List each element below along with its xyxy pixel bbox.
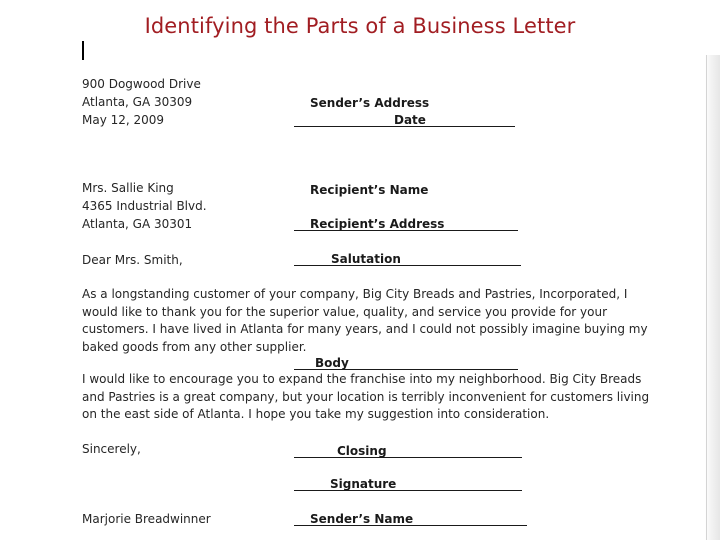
label-signature: Signature [330, 477, 397, 491]
blank-closing-line [294, 457, 522, 458]
body-paragraph-1-line: would like to thank you for the superior value, quality, and service you provide for your [82, 304, 608, 319]
sender-name-text: Marjorie Breadwinner [82, 512, 211, 526]
letter-date: May 12, 2009 [82, 113, 165, 127]
label-salutation: Salutation [331, 252, 401, 266]
body-paragraph-2-line: and Pastries is a great company, but your location is terribly inconvenient for customers living [82, 389, 650, 404]
recipient-address-line-1: 4365 Industrial Blvd. [82, 199, 207, 213]
blank-signature-line [294, 490, 522, 491]
sender-address-line-2: Atlanta, GA 30309 [82, 95, 193, 109]
page-edge-shadow [705, 55, 720, 540]
body-paragraph-2-line: I would like to encourage you to expand the franchise into my neighborhood. Big City Breads [82, 372, 642, 386]
body-paragraph-2 [82, 371, 649, 424]
label-date: Date [394, 113, 426, 127]
salutation-text: Dear Mrs. Smith, [82, 253, 183, 267]
sender-address-line-1: 900 Dogwood Drive [82, 77, 201, 91]
recipient-name: Mrs. Sallie King [82, 181, 174, 195]
label-recipients-address: Recipient’s Address [310, 217, 445, 231]
label-recipients-name: Recipient’s Name [310, 183, 429, 197]
label-closing: Closing [337, 444, 387, 458]
body-paragraph-1-line: baked goods from any other supplier. [82, 339, 307, 354]
page-title: Identifying the Parts of a Business Letter [144, 14, 576, 38]
body-paragraph-1 [82, 286, 648, 356]
blank-salutation-line [294, 265, 521, 266]
label-body: Body [315, 356, 349, 370]
text-cursor [82, 41, 84, 60]
body-paragraph-1-line: customers. I have lived in Atlanta for many years, and I could not possibly imagine buying my [82, 322, 648, 336]
label-senders-name: Sender’s Name [310, 512, 414, 526]
label-senders-address: Sender’s Address [310, 96, 430, 110]
recipient-address-line-2: Atlanta, GA 30301 [82, 217, 193, 231]
page-edge-line [706, 55, 707, 540]
closing-text: Sincerely, [82, 442, 141, 456]
body-paragraph-2-line: on the east side of Atlanta. I hope you take my suggestion into consideration. [82, 407, 550, 421]
body-paragraph-1-line: As a longstanding customer of your company, Big City Breads and Pastries, Incorporated, I [82, 287, 628, 301]
